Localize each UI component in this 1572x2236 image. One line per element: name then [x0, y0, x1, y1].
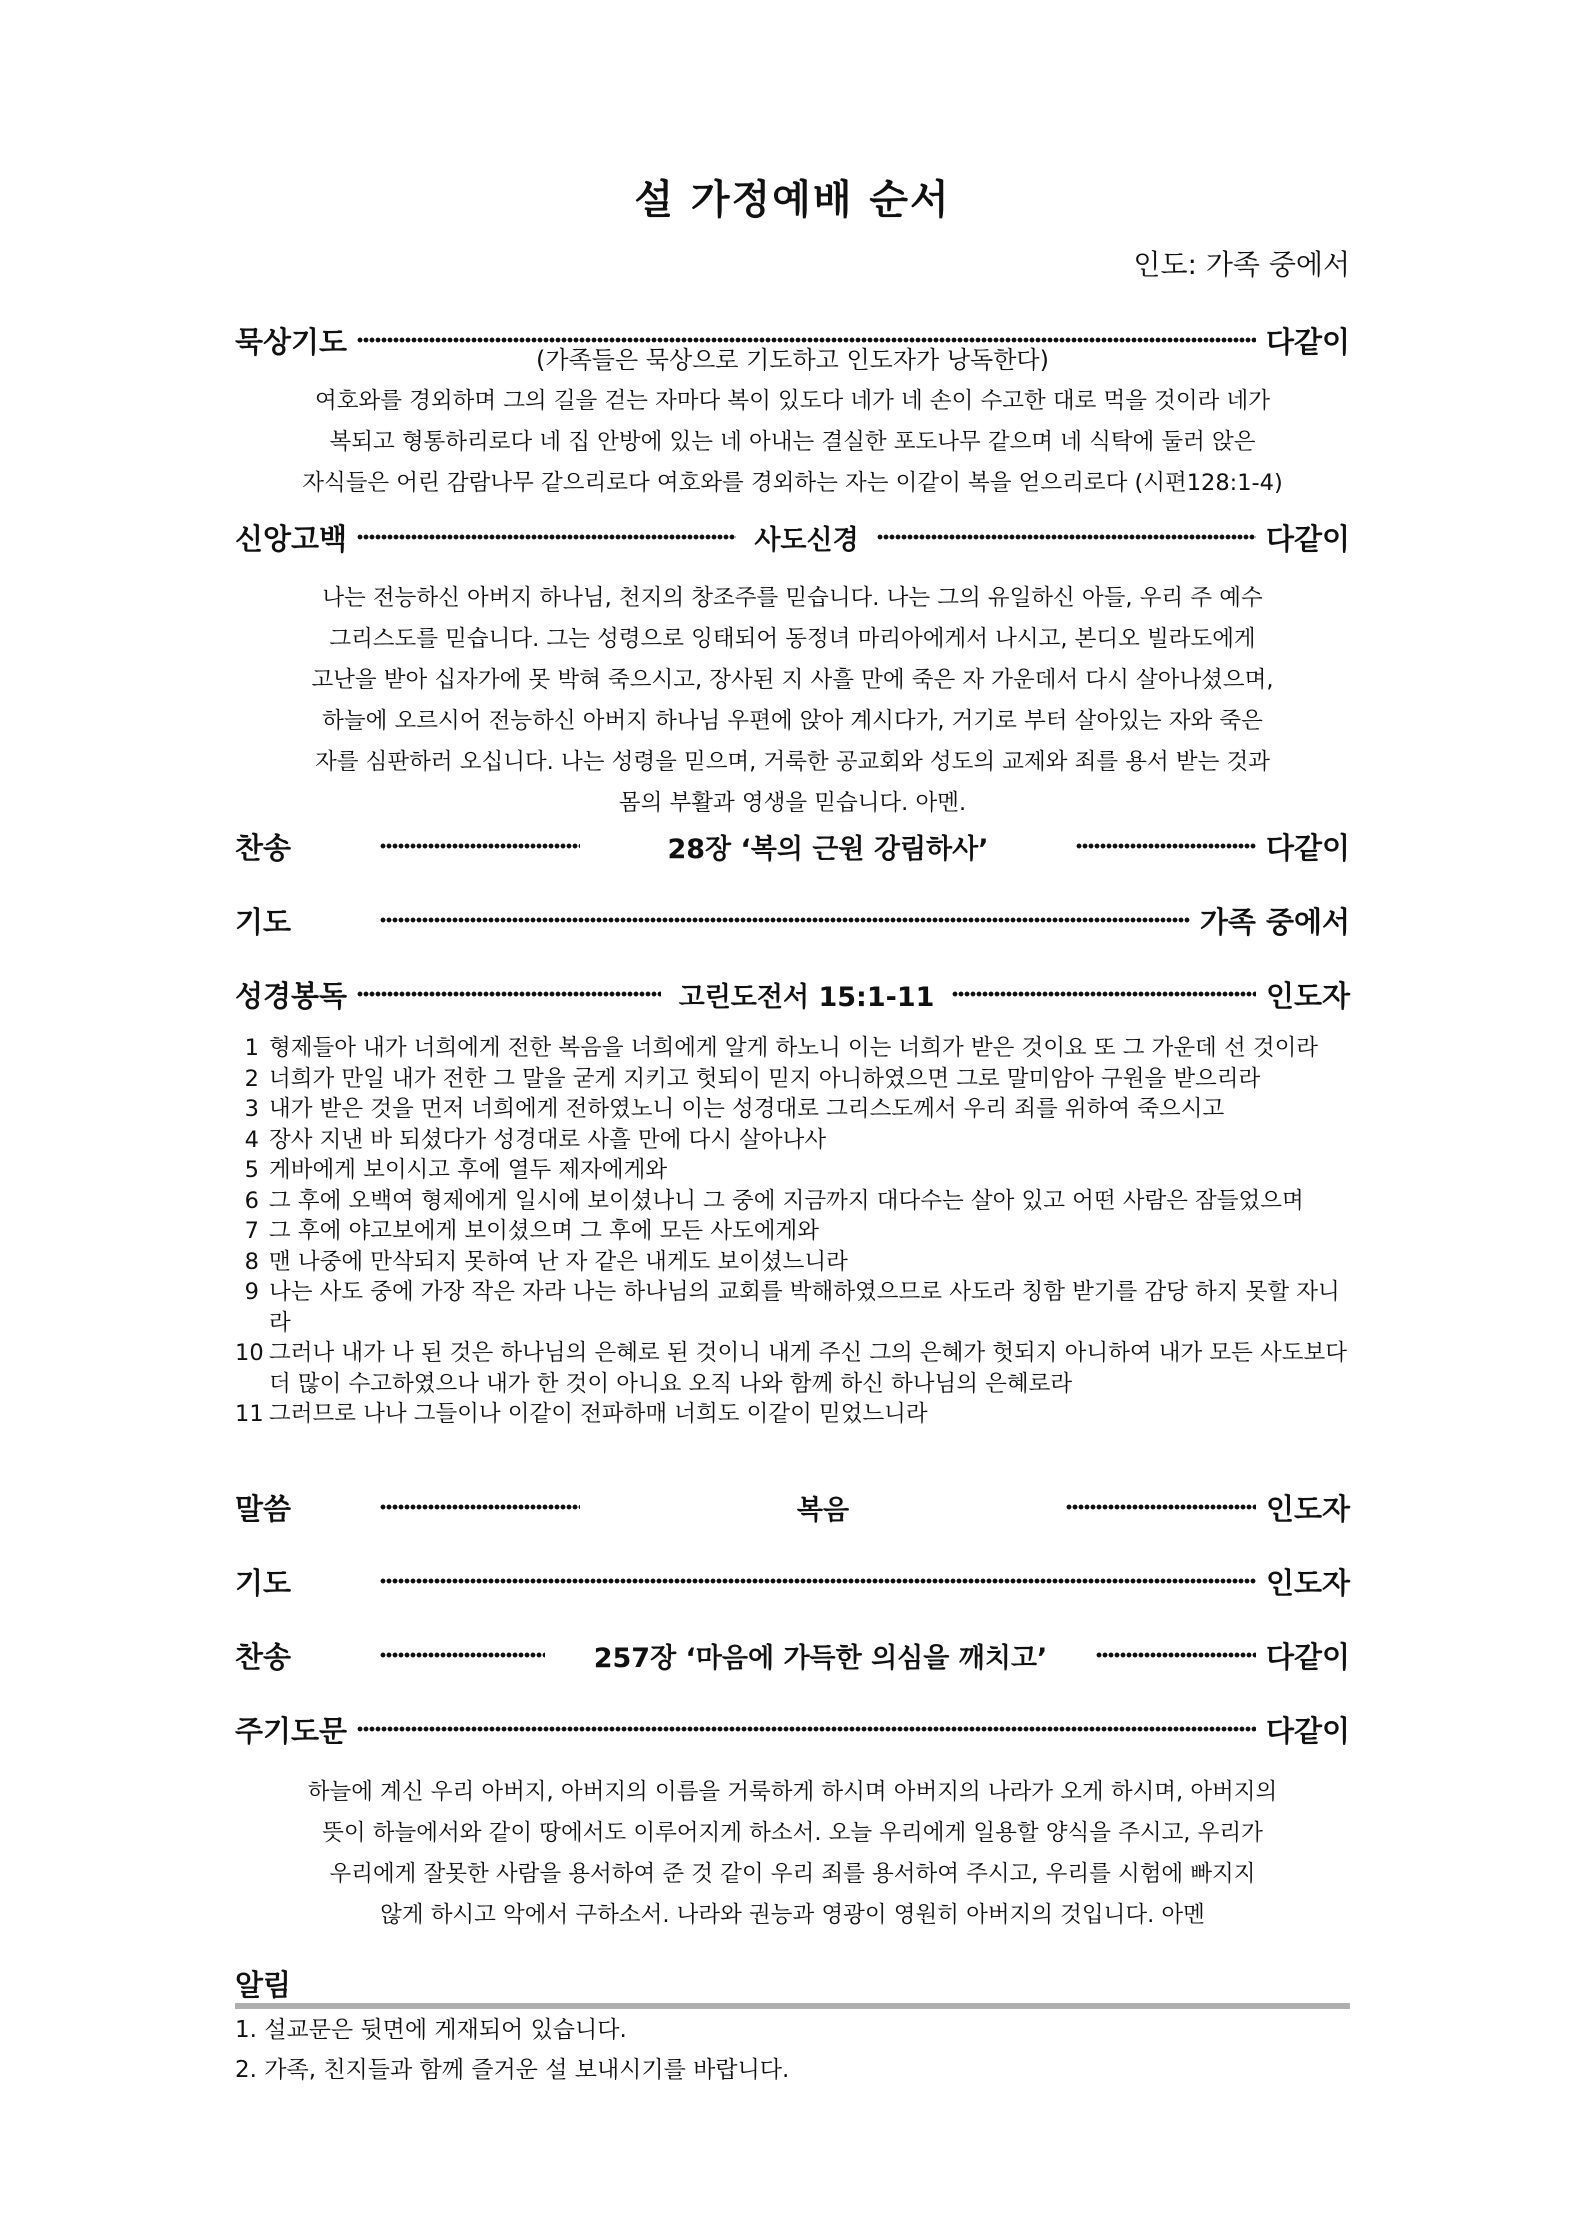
dot-leader [380, 1651, 545, 1659]
verse [235, 1399, 1350, 1430]
page-title: 설 가정예배 순서 [634, 177, 951, 223]
dot-leader [952, 990, 1256, 998]
order-label: 기도 [235, 904, 292, 939]
order-label: 기도 [235, 1565, 292, 1600]
notices-divider [235, 2003, 1350, 2009]
order-row-sermon [235, 1485, 1350, 1529]
verse-number: 7 [244, 1218, 259, 1244]
order-row-lords-prayer [235, 1707, 1350, 1751]
order-content: 고린도전서 15:1-11 [678, 981, 935, 1013]
dot-leader [380, 1577, 1256, 1585]
dot-leader [380, 916, 1190, 924]
order-label: 성경봉독 [235, 978, 348, 1013]
notice-item: 1. 설교문은 뒷면에 게재되어 있습니다. [235, 2017, 627, 2043]
verse-text: 그 후에 오백여 형제에게 일시에 보이셨나니 그 중에 지금까지 대다수는 살아 있고 어떤 사람은 잠들었으며 [269, 1187, 1304, 1214]
order-label: 찬송 [235, 1639, 292, 1674]
verse [235, 1125, 1350, 1156]
verse [235, 1064, 1350, 1095]
verse [235, 1277, 1350, 1338]
notices-list [235, 2010, 789, 2090]
lords-prayer-text [235, 1772, 1350, 1936]
order-content: 28장 ‘복의 근원 강림하사’ [667, 833, 989, 865]
verse [235, 1155, 1350, 1186]
prayer-line: 뜻이 하늘에서와 같이 땅에서도 이루어지게 하소서. 오늘 우리에게 일용할 양식을 주시고, 우리가 [322, 1820, 1263, 1846]
dot-leader [357, 990, 661, 998]
prayer-line: 하늘에 계신 우리 아버지, 아버지의 이름을 거룩하게 하시며 아버지의 나라가 오게 하시며, 아버지의 [307, 1779, 1278, 1805]
order-row-hymn-2 [235, 1633, 1350, 1677]
verse-text: 맨 나중에 만삭되지 못하여 난 자 같은 내게도 보이셨느니라 [269, 1248, 848, 1275]
verse [235, 1186, 1350, 1217]
creed-line: 하늘에 오르시어 전능하신 아버지 하나님 우편에 앉아 계시다가, 거기로 부터 살아있는 자와 죽은 [322, 708, 1263, 734]
apostles-creed-text [235, 578, 1350, 824]
order-label: 주기도문 [235, 1713, 348, 1748]
verse-text: 장사 지낸 바 되셨다가 성경대로 사흘 만에 다시 살아나사 [269, 1126, 827, 1153]
dot-leader [877, 533, 1256, 541]
order-label: 묵상기도 [235, 324, 348, 359]
order-content: 사도신경 [754, 524, 859, 556]
scripture-verses [235, 1033, 1350, 1430]
verse-number: 1 [244, 1035, 259, 1061]
order-label: 찬송 [235, 830, 292, 865]
order-row-scripture [235, 972, 1350, 1016]
order-responsible: 다같이 [1265, 1639, 1350, 1674]
dot-leader [1096, 1651, 1256, 1659]
verse-text: 게바에게 보이시고 후에 열두 제자에게와 [269, 1157, 668, 1183]
verse [235, 1247, 1350, 1278]
verse-number: 11 [235, 1401, 264, 1427]
order-row-prayer-2 [235, 1559, 1350, 1603]
dot-leader [357, 1725, 1256, 1733]
order-row-creed [235, 515, 1350, 559]
verse [235, 1094, 1350, 1125]
silent-prayer-note: (가족들은 묵상으로 기도하고 인도자가 낭독한다) [536, 346, 1049, 374]
order-label: 신앙고백 [235, 521, 348, 556]
order-label: 말씀 [235, 1491, 292, 1526]
dot-leader [357, 533, 736, 541]
verse-text: 그러므로 나나 그들이나 이같이 전파하매 너희도 이같이 믿었느니라 [269, 1401, 928, 1427]
verse-text: 너희가 만일 내가 전한 그 말을 굳게 지키고 헛되이 믿지 아니하였으면 그로 말미암아 구원을 받으리라 [269, 1065, 1261, 1092]
verse-text: 그러나 내가 나 된 것은 하나님의 은혜로 된 것이니 내게 주신 그의 은혜가 헛되지 아니하여 내가 모든 사도보다 더 많이 수고하였으나 내가 한 것이 아니요 오직 나와 함께 하신 하나님의 은혜로라 [269, 1340, 1347, 1397]
creed-line: 고난을 받아 십자가에 못 박혀 죽으시고, 장사된 지 사흘 만에 죽은 자 가운데서 다시 살아나셨으며, [311, 667, 1274, 693]
dot-leader [380, 1503, 580, 1511]
order-responsible: 다같이 [1265, 521, 1350, 556]
order-row-prayer-1 [235, 898, 1350, 942]
verse-number: 6 [244, 1187, 259, 1214]
order-responsible: 다같이 [1265, 324, 1350, 359]
prayer-line: 않게 하시고 악에서 구하소서. 나라와 권능과 영광이 영원히 아버지의 것입니다. 아멘 [380, 1902, 1205, 1928]
prayer-line: 우리에게 잘못한 사람을 용서하여 준 것 같이 우리 죄를 용서하여 주시고, 우리를 시험에 빠지지 [329, 1861, 1256, 1887]
verse-number: 10 [235, 1340, 264, 1366]
verse-number: 5 [244, 1157, 259, 1183]
psalm-reading [235, 381, 1350, 504]
creed-line: 그리스도를 믿습니다. 그는 성령으로 잉태되어 동정녀 마리아에게서 나시고, 본디오 빌라도에게 [329, 626, 1256, 652]
dot-leader [1066, 1503, 1256, 1511]
verse [235, 1216, 1350, 1247]
order-responsible: 다같이 [1265, 830, 1350, 865]
verse-number: 8 [244, 1248, 259, 1275]
order-row-hymn-1 [235, 824, 1350, 868]
leader-note: 인도: 가족 중에서 [1133, 248, 1350, 281]
order-responsible: 가족 중에서 [1199, 904, 1350, 939]
order-responsible: 다같이 [1265, 1713, 1350, 1748]
verse-text: 형제들아 내가 너희에게 전한 복음을 너희에게 알게 하노니 이는 너희가 받은 것이요 또 그 가운데 선 것이라 [269, 1035, 1319, 1061]
verse-text: 내가 받은 것을 먼저 너희에게 전하였노니 이는 성경대로 그리스도께서 우리 죄를 위하여 죽으시고 [269, 1096, 1225, 1122]
order-content: 복음 [796, 1494, 850, 1526]
verse [235, 1033, 1350, 1064]
verse-number: 9 [244, 1279, 259, 1305]
order-responsible: 인도자 [1265, 978, 1351, 1013]
psalm-line: 복되고 형통하리로다 네 집 안방에 있는 네 아내는 결실한 포도나무 같으며 네 식탁에 둘러 앉은 [329, 429, 1256, 455]
creed-line: 자를 심판하러 오십니다. 나는 성령을 믿으며, 거룩한 공교회와 성도의 교제와 죄를 용서 받는 것과 [315, 749, 1270, 775]
order-content: 257장 ‘마음에 가득한 의심을 깨치고’ [593, 1642, 1048, 1674]
verse-number: 4 [244, 1126, 259, 1153]
verse-text: 나는 사도 중에 가장 작은 자라 나는 하나님의 교회를 박해하였으므로 사도라 칭함 받기를 감당 하지 못할 자니라 [269, 1279, 1340, 1336]
psalm-line: 자식들은 어린 감람나무 같으리로다 여호와를 경외하는 자는 이같이 복을 얻으리로다 (시편128:1-4) [302, 470, 1283, 496]
notice-item: 2. 가족, 친지들과 함께 즐거운 설 보내시기를 바랍니다. [235, 2057, 790, 2083]
psalm-line: 여호와를 경외하며 그의 길을 걷는 자마다 복이 있도다 네가 네 손이 수고한 대로 먹을 것이라 네가 [315, 388, 1270, 414]
verse [235, 1338, 1350, 1399]
order-responsible: 인도자 [1265, 1491, 1350, 1526]
verse-text: 그 후에 야고보에게 보이셨으며 그 후에 모든 사도에게와 [269, 1218, 819, 1244]
verse-number: 2 [244, 1065, 259, 1092]
verse-number: 3 [244, 1096, 259, 1122]
creed-line: 나는 전능하신 아버지 하나님, 천지의 창조주를 믿습니다. 나는 그의 유일하신 아들, 우리 주 예수 [322, 585, 1263, 611]
order-responsible: 인도자 [1265, 1565, 1350, 1600]
dot-leader [1076, 842, 1256, 850]
notices-heading: 알림 [235, 1968, 292, 2002]
creed-line: 몸의 부활과 영생을 믿습니다. 아멘. [618, 790, 967, 816]
dot-leader [380, 842, 580, 850]
